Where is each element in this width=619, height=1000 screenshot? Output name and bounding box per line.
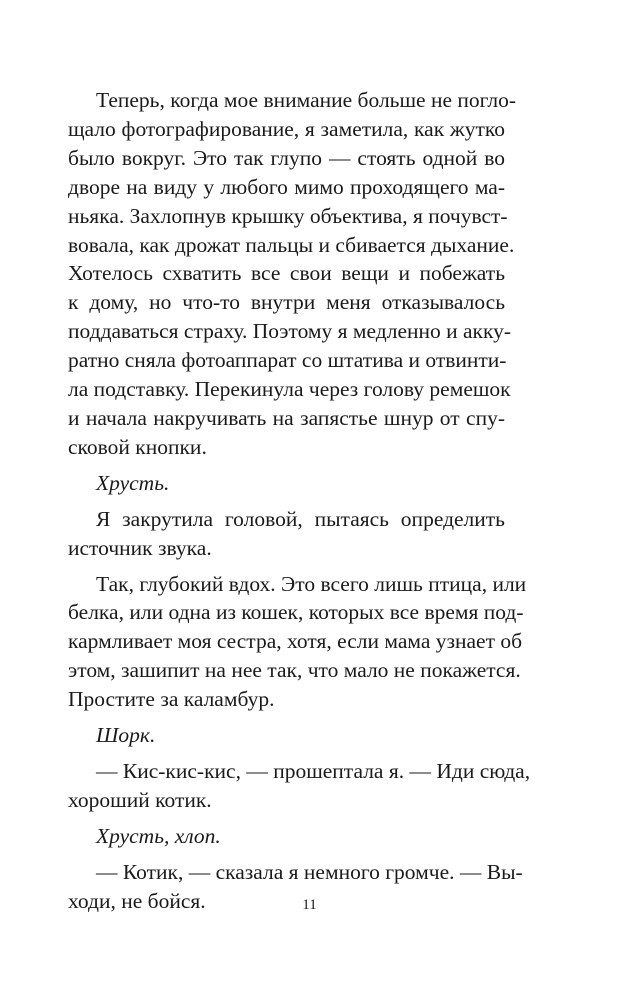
text-line: ньяка. Захлопнув крышку объектива, я почувст- <box>68 203 508 228</box>
text-line: Так, глубокий вдох. Это всего лишь птица, или <box>96 571 527 596</box>
text-line: и начала накручивать на запястье шнур от спу- <box>68 405 505 430</box>
paragraph-1 <box>68 86 517 462</box>
text-line: поддаваться страху. Поэтому я медленно и акку- <box>68 319 512 344</box>
paragraph-3 <box>68 505 505 563</box>
text-line: Хотелось схватить все свои вещи и побежать <box>68 261 505 286</box>
text-line: дворе на виду у любого мимо проходящего ма- <box>68 174 505 199</box>
text-line: ходи, не бойся. <box>68 888 206 913</box>
text-line: к дому, но что-то внутри меня отказывалось <box>68 290 505 315</box>
text-line: щало фотографирование, я заметила, как жутко <box>68 116 505 141</box>
paragraph-6-dialogue <box>68 757 531 815</box>
text-line: Хрусть. <box>96 470 170 495</box>
page-number: 11 <box>302 897 317 913</box>
text-line: сковой кнопки. <box>68 434 207 459</box>
text-line: ратно сняла фотоаппарат со штатива и отвинти- <box>68 348 507 373</box>
text-line: было вокруг. Это так глупо — стоять одной во <box>68 145 505 170</box>
text-line: хороший котик. <box>68 787 212 812</box>
text-line: — Котик, — сказала я немного громче. — Вы- <box>96 859 523 884</box>
text-line: Хрусть, хлоп. <box>96 823 221 848</box>
text-line: Шорк. <box>96 723 156 748</box>
text-line: Теперь, когда мое внимание больше не погло- <box>96 88 517 112</box>
paragraph-4 <box>68 570 527 715</box>
paragraph-5-sound <box>68 721 505 750</box>
text-line: кармливает моя сестра, хотя, если мама узнает об <box>68 629 523 654</box>
paragraph-7-sound <box>68 822 505 851</box>
text-line: Простите за каламбур. <box>68 687 275 712</box>
text-line: источник звука. <box>68 535 212 560</box>
text-line: — Кис-кис-кис, — прошептала я. — Иди сюда, <box>96 758 531 783</box>
page-body <box>68 86 531 915</box>
text-line: вовала, как дрожат пальцы и сбивается дыхание. <box>68 232 515 257</box>
text-line: Я закрутила головой, пытаясь определить <box>96 506 505 531</box>
text-line: этом, зашипит на нее так, что мало не покажется. <box>68 658 521 683</box>
text-line: белка, или одна из кошек, которых все время под- <box>68 600 524 625</box>
paragraph-2-sound <box>68 469 505 498</box>
text-line: ла подставку. Перекинула через голову ремешок <box>68 377 511 402</box>
